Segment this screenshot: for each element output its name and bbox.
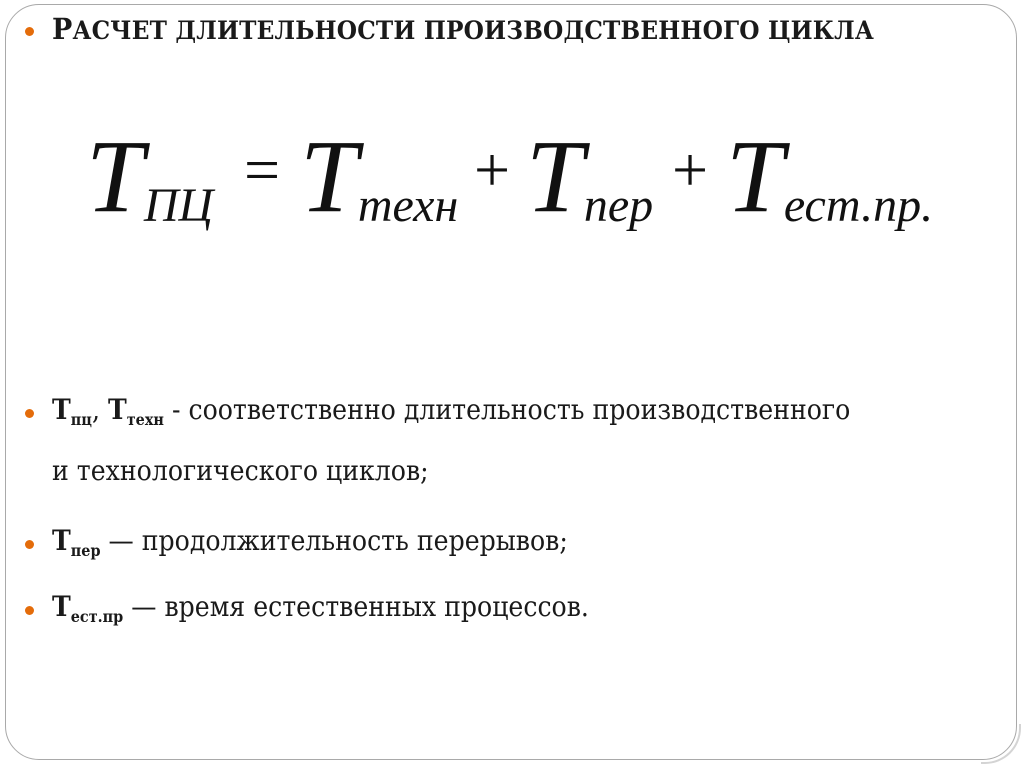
formula-sub-est: ест.пр. [783, 179, 934, 232]
page-curl-decoration [981, 724, 1021, 764]
formula-term-pc [86, 119, 214, 234]
symbol-t-est: $Т_{ест.пр}$ [52, 590, 124, 626]
formula-term-tekhn [300, 119, 459, 234]
definition-3-bullet-icon [25, 606, 34, 615]
definition-1-line-2: и технологического циклов; [52, 454, 429, 487]
formula-plus-1: + [474, 134, 511, 205]
formula-symbol: T [726, 119, 784, 234]
formula-sub-per: пер [583, 179, 654, 232]
definition-2-bullet-icon [25, 540, 34, 549]
formula-plus-2: + [672, 134, 709, 205]
title-bullet-icon [25, 27, 34, 36]
title-first-letter: Р [52, 12, 73, 46]
definition-1-bullet-icon [25, 409, 34, 418]
definition-2 [52, 524, 568, 560]
formula-equals: = [244, 134, 281, 205]
formula-term-per [526, 119, 654, 234]
definition-3 [52, 590, 589, 626]
formula-symbol: T [300, 119, 358, 234]
definition-3-text: — время естественных процессов. [123, 590, 589, 623]
definition-2-text: — продолжительность перерывов; [100, 524, 568, 557]
definition-1-line-1: $Т_{пц}$, $Т_{техн}$ - соответственно длительность производственного [52, 393, 851, 429]
symbol-t-per: $Т_{пер}$ [52, 524, 101, 560]
definition-1-text: - соответственно длительность производственного [163, 393, 851, 426]
formula-sub-pc: ПЦ [143, 179, 214, 232]
formula-sub-tekhn: техн [357, 179, 459, 232]
slide-frame [5, 4, 1017, 760]
formula-term-est [726, 119, 934, 234]
formula-symbol: T [86, 119, 144, 234]
formula-symbol: T [526, 119, 584, 234]
symbol-t-tekhn: $Т_{техн}$ [107, 393, 164, 429]
slide-title [52, 12, 874, 46]
symbol-t-pc: $Т_{пц}$ [52, 393, 92, 429]
title-rest: АСЧЕТ ДЛИТЕЛЬНОСТИ ПРОИЗВОДСТВЕННОГО ЦИКЛА [72, 16, 874, 45]
